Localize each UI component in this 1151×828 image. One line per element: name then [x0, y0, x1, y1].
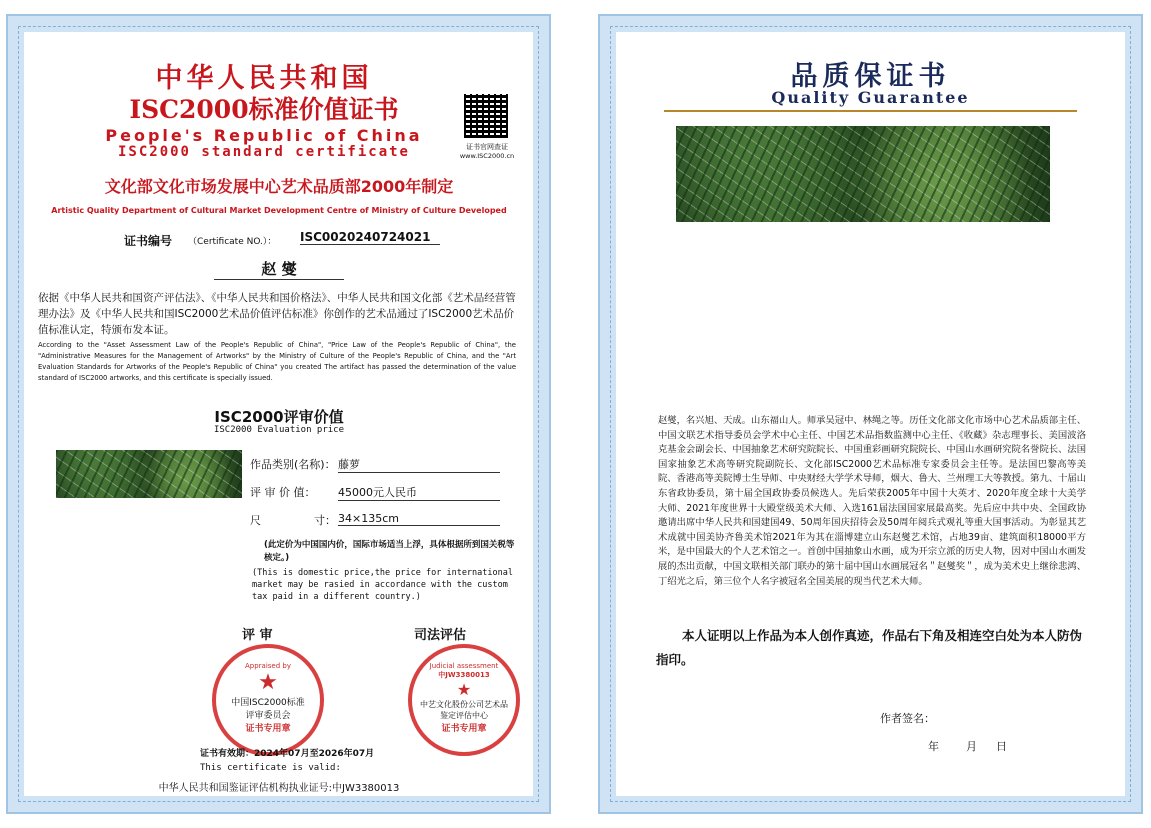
seal1-bottom: 证书专用章: [245, 724, 291, 734]
artist-name: 赵 燮: [214, 258, 344, 280]
category-label: 作品类别(名称)：: [250, 458, 336, 471]
artist-biography: 赵燮，名兴旭、天成。山东福山人。师承吴冠中、林绳之等。历任文化部文化市场中心艺术品质部主任、中国文联艺术指导委员会学术中心主任、中国艺术品指数监测中心主任、《收藏》杂志理事长、美国波洛克基金会副会长、中国抽象艺术研究院院长、中国重彩画研究院院长、中国山水画研究院名誉院长、法国国家抽象艺术高等研究院副院长、文化部ISC2000艺术品标准专家委员会主任等。是法国巴黎高等美院、香港高等美院博士生导师、中央财经大学学术导师，烟大、鲁大、兰州理工大等教授。第九、十届山东省政协委员，第十届全国政协委员候选人。先后荣获2005年中国十大英才、2020年度全球十大美学大师、2021年度世界十大殿堂级美术大师、入选161届法国国家展最高奖。先后应中共中央、全国政协邀请出席中华人民共和国建国49、50周年国庆招待会及50周年阅兵式观礼等重大国事活动。为彰显其艺术成就中国美协齐鲁美术馆2021年为其在淄博建立山东赵燮艺术馆，占地39亩、建筑面积18000平方米，是中国最大的个人艺术馆之一。首创中国抽象山水画，成为开宗立派的历史人物，因对中国山水画发展的杰出贡献，中国文联相关部门联办的第十届中国山水画展冠名＂赵燮奖＂，成为美术史上继徐悲鸿、丁绍光之后，第三位个人名字被冠名全国美展的现当代艺术大师。: [658, 415, 1086, 587]
title-en-2: ISC2000 standard certificate: [117, 144, 410, 160]
quality-guarantee-page: [598, 14, 1143, 814]
guarantee-title-cn: 品质保证书: [790, 61, 951, 92]
note-en: (This is domestic price,the price for international market may be rasied in accordance with the custom tax paid in a different country.): [252, 568, 513, 602]
price-value: 45000元人民币: [338, 484, 500, 501]
seal2-en: Judicial assessment: [429, 662, 499, 670]
validity-en: This certificate is valid:: [200, 763, 341, 773]
review-label: 评 审: [242, 628, 273, 643]
date-year-label: 年: [928, 740, 939, 753]
size-value: 34×135cm: [338, 512, 500, 526]
certificate-page: [6, 14, 551, 814]
category-value: 藤萝: [338, 456, 500, 473]
validity-cn: 证书有效期：2024年07月至2026年07月: [200, 749, 375, 759]
size-label-2: 寸：: [314, 514, 336, 527]
basis-cn: 依据《中华人民共和国资产评估法》、《中华人民共和国价格法》、中华人民共和国文化部《艺术品经营管理办法》及《中华人民共和国ISC2000艺术品价值评估标准》你创作的艺术品通过了ISC2000艺术品价值标准认定，特颁布发本证。: [38, 292, 516, 336]
title-en-1: People's Republic of China: [105, 126, 423, 145]
seal1-line2: 评审委员会: [245, 711, 291, 721]
date-month-label: 月: [966, 740, 977, 753]
review-seal: [212, 644, 324, 756]
title-cn: 中华人民共和国: [155, 63, 373, 94]
department-cn: 文化部文化市场发展中心艺术品质部2000年制定: [104, 177, 454, 196]
title-rule: [664, 110, 1077, 112]
artwork-thumbnail: [56, 450, 242, 498]
judicial-seal: [408, 644, 520, 756]
eval-title: ISC2000评审价值: [214, 408, 344, 426]
department-en: Artistic Quality Department of Cultural Market Development Centre of Ministry of Culture Developed: [51, 206, 507, 215]
guarantee-title-en: Quality Guarantee: [771, 88, 970, 107]
cert-no-label: 证书编号: [124, 234, 173, 248]
basis-en: According to the "Asset Assessment Law of the People's Republic of China", "Price Law of the People's Republic of China", the "Administrative Measures for the Management of Artworks" by the Ministry of Culture of the People's Republic of China, and the "Art Evaluation Standards for Artworks of the People's Republic of China" you created The artifact has passed the determination of the value standard of ISC2000 artworks, and this certificate is specially issued.: [38, 341, 516, 382]
qr-caption: 证书官网查证: [466, 143, 508, 151]
artwork-image: [676, 126, 1050, 222]
seal2-line1: 中艺文化股份公司艺术品: [420, 700, 508, 709]
seal1-line1: 中国ISC2000标准: [231, 698, 305, 708]
star-icon: ★: [258, 670, 278, 695]
cert-no-label-en: （Certificate NO.）：: [188, 237, 277, 247]
size-label-1: 尺: [250, 514, 261, 527]
seal2-code: 中JW3380013: [438, 671, 490, 679]
seal2-bottom: 证书专用章: [441, 724, 487, 734]
cert-number: ISC0020240724021: [300, 230, 440, 245]
eval-title-en: ISC2000 Evaluation price: [213, 425, 345, 435]
authenticity-statement: 本人证明以上作品为本人创作真迹，作品右下角及相连空白处为本人防伪指印。: [656, 628, 1083, 667]
seal2-line2: 鉴定评估中心: [440, 711, 488, 720]
judicial-label: 司法评估: [414, 628, 467, 643]
date-day-label: 日: [996, 740, 1007, 753]
license-number: 中华人民共和国鉴证评估机构执业证号:中JW3380013: [158, 783, 400, 794]
note-cn: (此定价为中国国内价，国际市场适当上浮，具体根据所到国关税等核定。): [264, 540, 515, 563]
qr-code-icon[interactable]: [464, 94, 508, 138]
qr-url: www.ISC2000.cn: [459, 152, 515, 160]
signature-label: 作者签名：: [880, 712, 935, 725]
seal1-en: Appraised by: [245, 662, 291, 670]
price-label: 评 审 价 值：: [250, 486, 316, 499]
title-isc: ISC2000标准价值证书: [129, 95, 399, 124]
star-icon: ★: [456, 680, 472, 699]
